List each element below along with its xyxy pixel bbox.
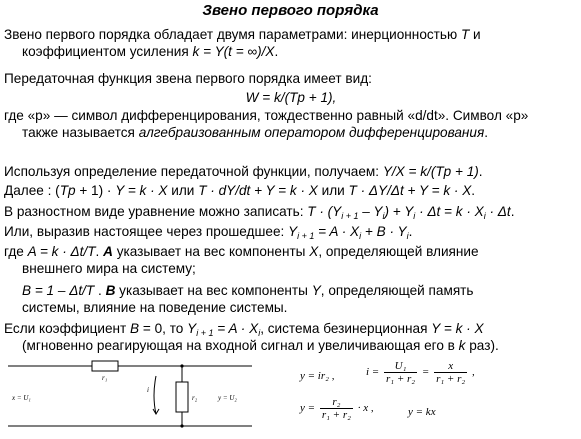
input-label: x = U₁	[12, 394, 31, 402]
text-line: системы, влияние на поведение системы.	[22, 300, 288, 315]
paragraph-transfer-function	[4, 70, 578, 141]
resistor-r1	[92, 361, 118, 371]
text-line: коэффициентом усиления k = Y(t = ∞)/X.	[22, 44, 279, 59]
r2-label: r₂	[192, 394, 198, 402]
circuit-diagram	[6, 356, 254, 436]
text-line: Звено первого порядка обладает двумя параметрами: инерционностью T и	[4, 27, 481, 42]
equation-y-ir2: y = ir₂ ,	[300, 370, 335, 382]
paragraph-parameters	[4, 26, 578, 60]
current-arrow	[154, 376, 156, 414]
equation-y-kx: y = kx	[408, 406, 436, 418]
paragraph-differential-equation: Далее : (Tp + 1) · Y = k · X или T · dY/dt + Y = k · X или T · ΔY/Δt + Y = k · X.	[4, 183, 476, 198]
paragraph-coefficient-a	[4, 243, 578, 277]
junction-top	[180, 364, 183, 367]
formula-transfer-function: W = k/(Tp + 1),	[245, 90, 337, 105]
equation-y-divider: y = $\frac{\text{r₂}}{\text{r₁ + r₂}}$ · x ,	[300, 396, 374, 421]
text-line: где A = k · Δt/T. A указывает на вес компоненты X, определяющей влияние	[4, 244, 479, 259]
paragraph-recurrence: Или, выразив настоящее через прошедшее: $Y_{i + 1} = A \cdot X_i + B \cdot Y_i$.	[4, 224, 413, 241]
paragraph-difference-form: В разностном виде уравнение можно записать: $T \cdot (Y_{i + 1} - Y_i) + Y_i \cdot \Delta t = k \cdot X_i \cdot \Delta t$.	[4, 204, 515, 221]
text-line: где «p» — символ дифференцирования, тождественно равный «d/dt». Символ «p»	[4, 108, 529, 123]
text-line: (мгновенно реагирующая на входной сигнал и увеличивающая его в k раз).	[22, 338, 499, 353]
r1-label: r₁	[102, 374, 108, 382]
resistor-r2	[176, 382, 188, 412]
current-arrowhead	[153, 409, 159, 414]
text-line: B = 1 – Δt/T . B указывает на вес компоненты Y, определяющей память	[22, 283, 474, 298]
junction-bottom	[180, 424, 183, 427]
paragraph-coefficient-b	[4, 282, 578, 316]
paragraph-derivation: Используя определение передаточной функции, получаем: Y/X = k/(Tp + 1).	[4, 164, 483, 179]
current-label: i	[147, 386, 149, 394]
paragraph-zero-inertia	[4, 320, 578, 354]
page-title: Звено первого порядка	[202, 2, 379, 19]
text-line: внешнего мира на систему;	[22, 261, 196, 276]
text-line: также называется алгебраизованным оператором дифференцирования.	[22, 125, 489, 140]
output-label: y = U₂	[218, 394, 237, 402]
text-line: Передаточная функция звена первого порядка имеет вид:	[4, 71, 372, 86]
text-line: Если коэффициент B = 0, то $Y_{i + 1} = A \cdot X_i$, система безинерционная Y = k · X	[4, 321, 484, 338]
equation-current: i = $\frac{\text{U₁}}{\text{r₁ + r₂}}$ = $\frac{x}{\text{r₁ + r₂}}$ ,	[366, 360, 475, 385]
